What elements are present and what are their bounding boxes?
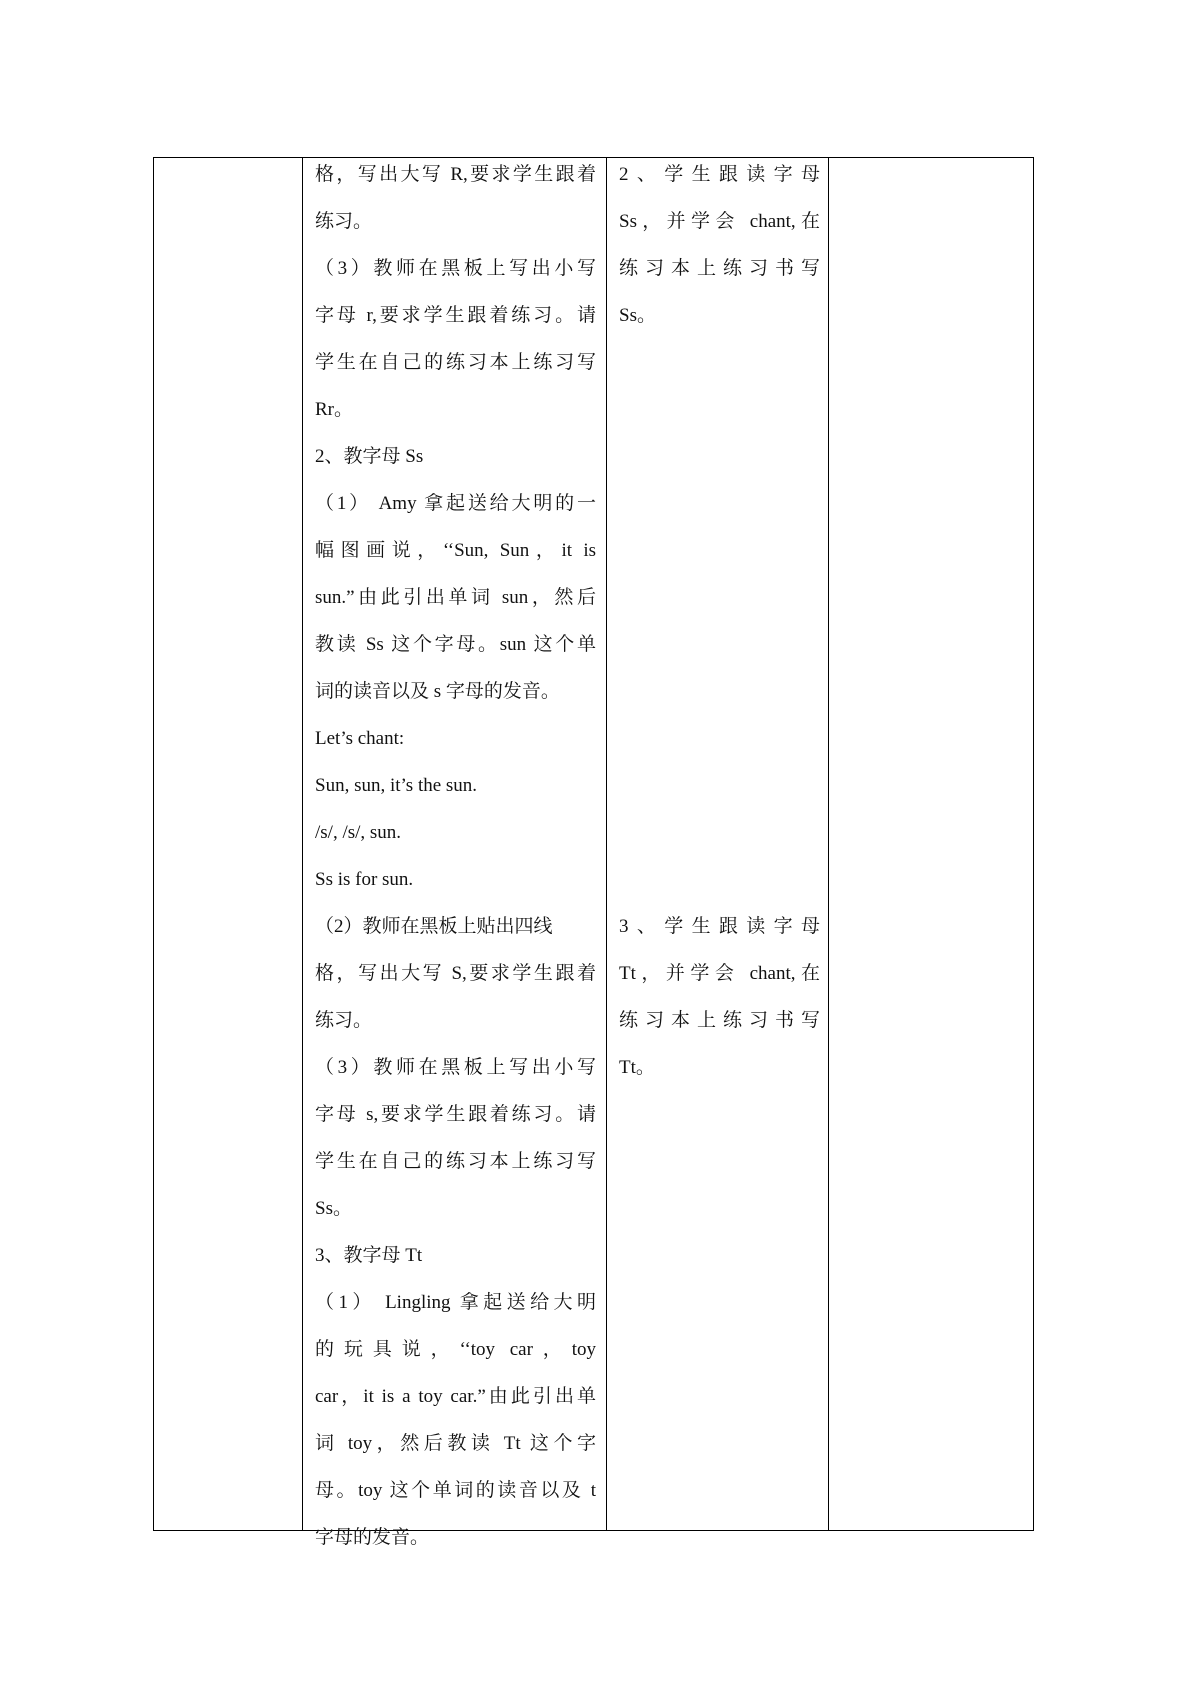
teacher-line: （3）教师在黑板上写出小写	[315, 1057, 596, 1078]
teacher-line: Ss is for sun.	[315, 869, 414, 890]
teacher-line: 母。toy 这个单词的读音以及 t	[315, 1480, 596, 1501]
teacher-line: 格，写出大写 S,要求学生跟着	[315, 963, 596, 984]
teacher-line: Let’s chant:	[315, 728, 405, 749]
teacher-line: 词 toy，然后教读 Tt 这个字	[315, 1433, 596, 1454]
teacher-line: 练习。	[315, 1010, 373, 1031]
student-activity-ss	[619, 151, 820, 339]
column-divider-3	[828, 157, 829, 1531]
teacher-line: 幅图画说，‘‘Sun, Sun，it is	[315, 540, 596, 561]
student-activity-tt	[619, 903, 820, 1091]
teacher-line: （1） Lingling 拿起送给大明	[315, 1292, 596, 1313]
teacher-line: car，it is a toy car.”由此引出单	[315, 1386, 596, 1407]
teacher-line: （3）教师在黑板上写出小写	[315, 258, 596, 279]
teacher-line: 字母的发音。	[315, 1527, 430, 1548]
teacher-activity-cell	[315, 151, 596, 1561]
student-line: Ss。	[619, 305, 656, 326]
teacher-line: 学生在自己的练习本上练习写	[315, 352, 596, 373]
teacher-line: （2）教师在黑板上贴出四线	[315, 916, 553, 937]
teacher-line: Sun, sun, it’s the sun.	[315, 775, 478, 796]
student-line: 练习本上练习书写	[619, 1010, 820, 1031]
teacher-line: 学生在自己的练习本上练习写	[315, 1151, 596, 1172]
column-divider-1	[302, 157, 303, 1531]
student-line: Tt。	[619, 1057, 655, 1078]
teacher-line: 的玩具说，‘‘toy car，toy	[315, 1339, 596, 1360]
teacher-line: 练习。	[315, 211, 373, 232]
teacher-line: Rr。	[315, 399, 354, 420]
student-line: 练习本上练习书写	[619, 258, 820, 279]
teacher-line: 2、教字母 Ss	[315, 446, 424, 467]
student-line: 3、学生跟读字母	[619, 916, 820, 937]
teacher-line: 格，写出大写 R,要求学生跟着	[315, 164, 596, 185]
student-line: Ss，并学会 chant,在	[619, 211, 820, 232]
teacher-line: 3、教字母 Tt	[315, 1245, 423, 1266]
teacher-line: （1） Amy 拿起送给大明的一	[315, 493, 596, 514]
teacher-line: 字母 s,要求学生跟着练习。请	[315, 1104, 596, 1125]
teacher-line: Ss。	[315, 1198, 352, 1219]
teacher-line: sun.”由此引出单词 sun，然后	[315, 587, 596, 608]
student-line: Tt，并学会 chant,在	[619, 963, 820, 984]
column-divider-2	[606, 157, 607, 1531]
teacher-line: /s/, /s/, sun.	[315, 822, 402, 843]
teacher-line: 词的读音以及 s 字母的发音。	[315, 681, 560, 702]
student-line: 2、学生跟读字母	[619, 164, 820, 185]
teacher-line: 字母 r,要求学生跟着练习。请	[315, 305, 596, 326]
teacher-line: 教读 Ss 这个字母。sun 这个单	[315, 634, 596, 655]
